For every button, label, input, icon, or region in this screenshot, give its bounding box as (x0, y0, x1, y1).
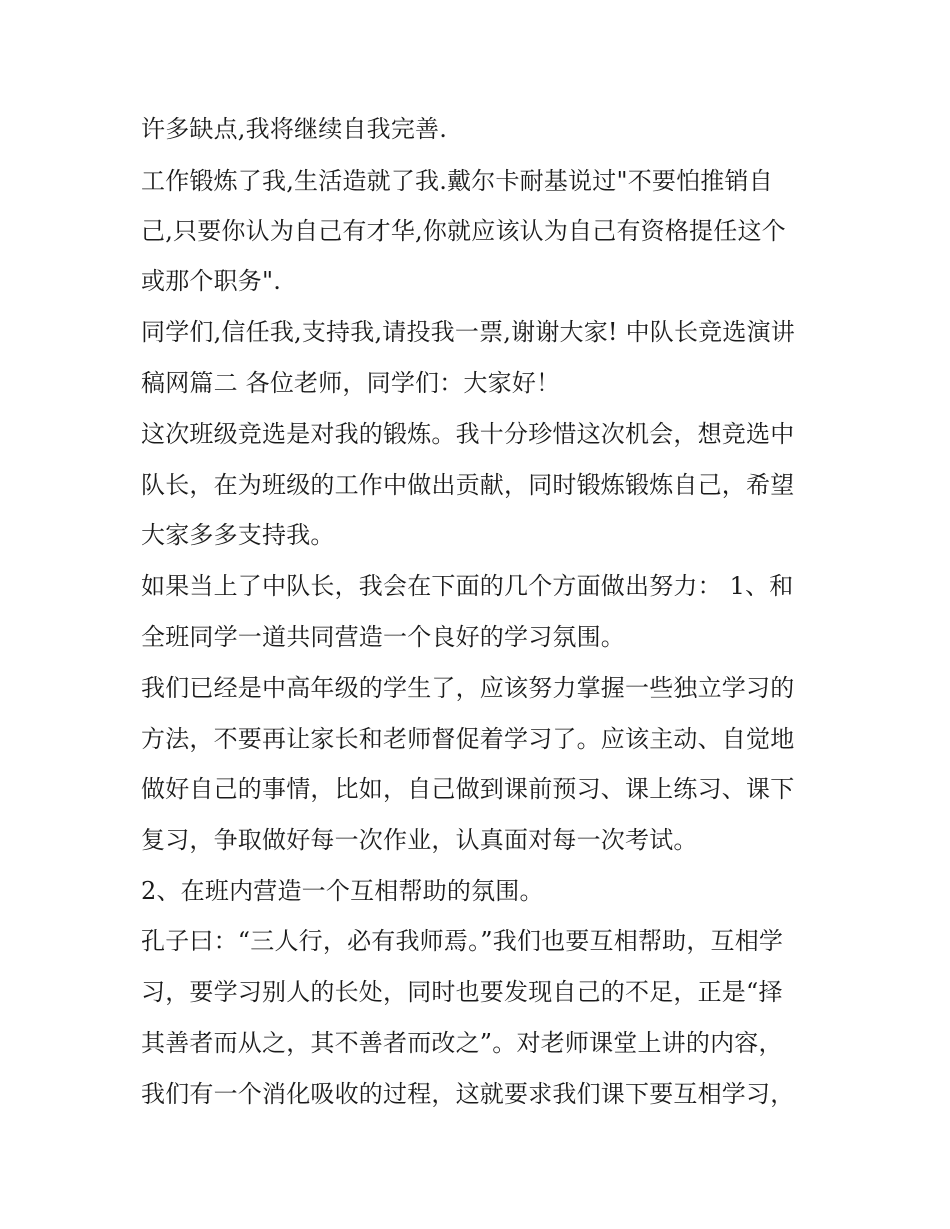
text-line: 这次班级竞选是对我的锻炼。我十分珍惜这次机会，想竞选中 (141, 420, 795, 448)
text-line: 同学们,信任我,支持我,请投我一票,谢谢大家! 中队长竞选演讲 (141, 318, 795, 346)
text-line: 孔子曰：“三人行，必有我师焉。”我们也要互相帮助，互相学 (141, 927, 784, 955)
text-line: 如果当上了中队长，我会在下面的几个方面做出努力： 1、和 (141, 572, 794, 600)
text-line: 工作锻炼了我,生活造就了我.戴尔卡耐基说过"不要怕推销自 (141, 167, 773, 195)
text-line: 做好自己的事情，比如，自己做到课前预习、课上练习、课下 (141, 775, 795, 803)
text-line: 复习，争取做好每一次作业，认真面对每一次考试。 (141, 826, 698, 854)
text-line: 队长，在为班级的工作中做出贡献，同时锻炼锻炼自己，希望 (141, 471, 795, 499)
text-line: 习，要学习别人的长处，同时也要发现自己的不足，正是“择 (141, 978, 783, 1006)
text-line: 或那个职务". (141, 267, 282, 295)
text-line: 许多缺点,我将继续自我完善. (141, 115, 448, 143)
text-line: 我们有一个消化吸收的过程，这就要求我们课下要互相学习， (141, 1080, 795, 1108)
text-line: 全班同学一道共同营造一个良好的学习氛围。 (141, 623, 625, 651)
text-line: 2、在班内营造一个互相帮助的氛围。 (141, 877, 544, 905)
text-line: 其善者而从之，其不善者而改之”。对老师课堂上讲的内容， (141, 1029, 783, 1057)
text-line: 方法，不要再让家长和老师督促着学习了。应该主动、自觉地 (141, 725, 795, 753)
text-line: 我们已经是中高年级的学生了，应该努力掌握一些独立学习的 (141, 674, 795, 702)
text-line: 稿网篇二 各位老师，同学们：大家好！ (141, 369, 561, 397)
text-line: 大家多多支持我。 (141, 521, 335, 549)
text-line: 己,只要你认为自己有才华,你就应该认为自己有资格提任这个 (141, 217, 786, 245)
